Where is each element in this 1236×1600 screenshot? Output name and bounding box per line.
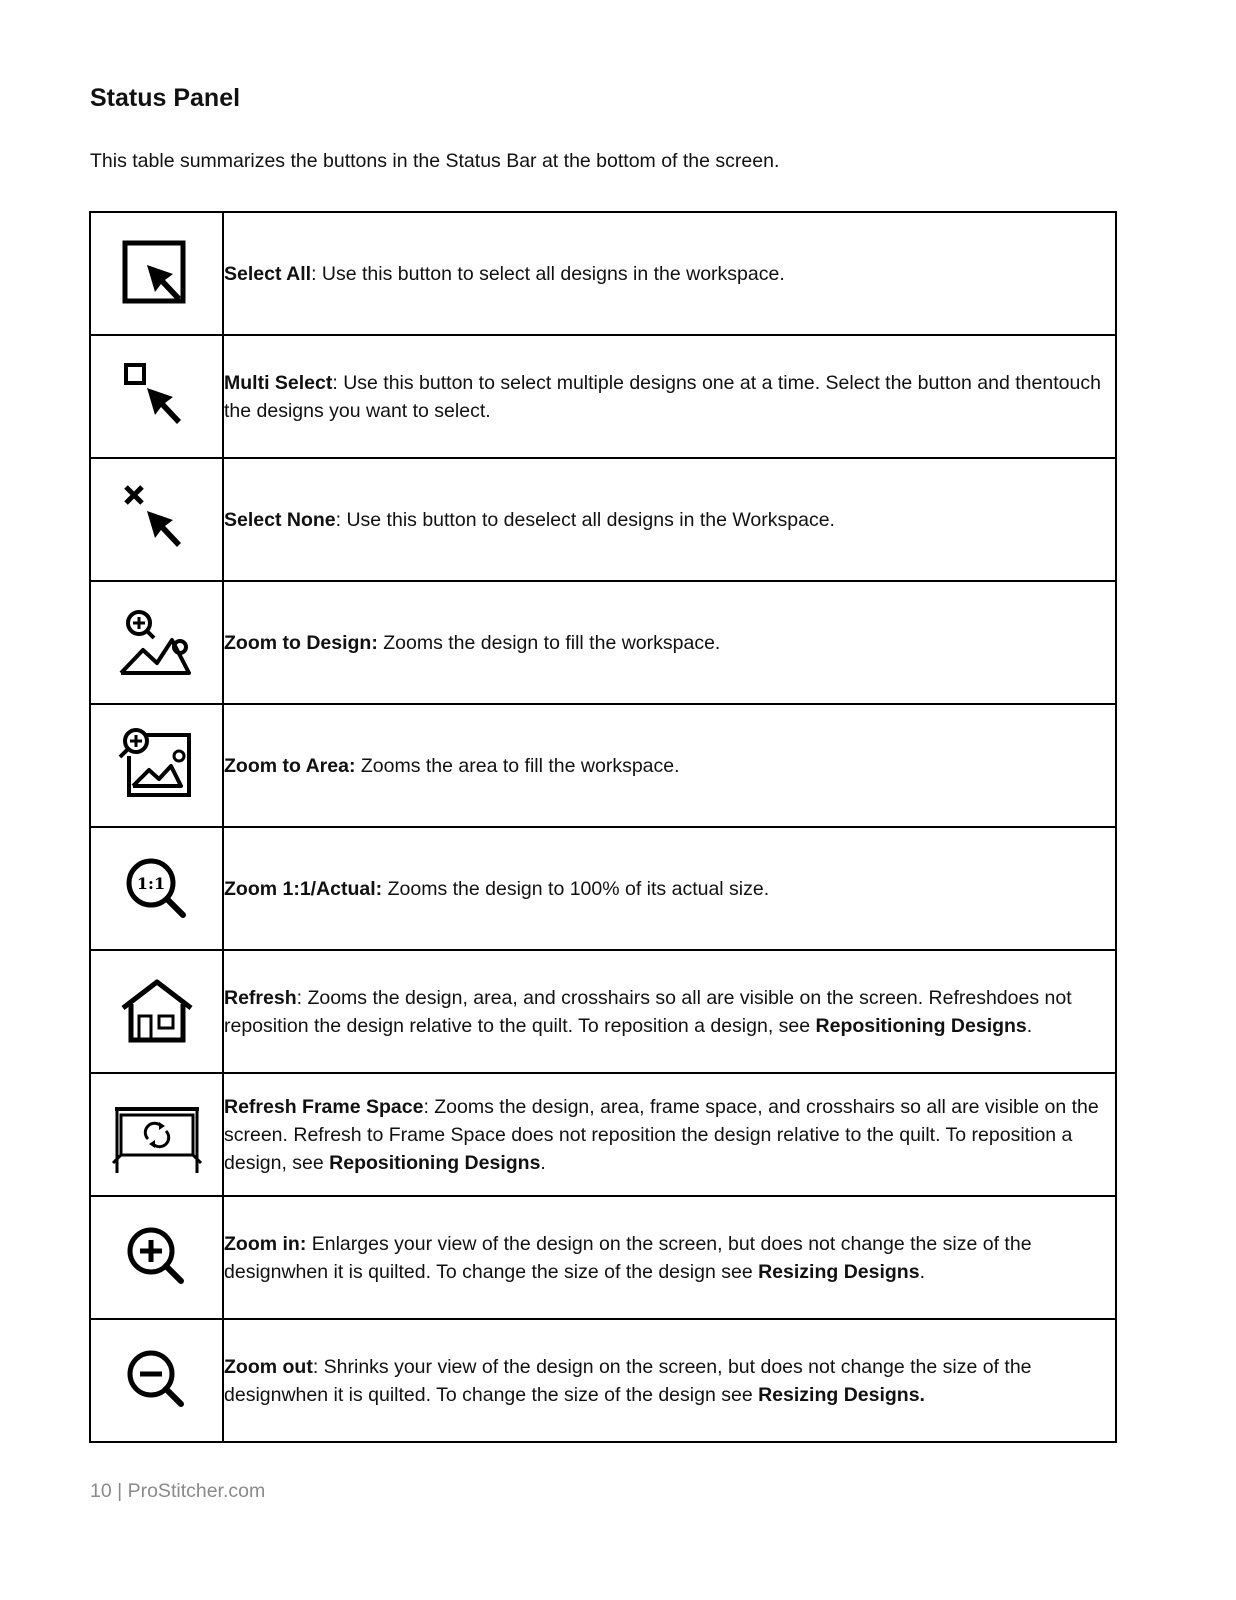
select-none-icon (117, 480, 197, 560)
description-text (224, 1356, 1032, 1406)
row-description (223, 950, 1116, 1073)
multi-select-icon (117, 357, 197, 437)
description-text (224, 632, 720, 654)
description-run: . (1026, 1014, 1033, 1037)
description-text (224, 987, 1072, 1037)
description-run: . (540, 1151, 546, 1174)
description-text (224, 878, 769, 900)
table-row (90, 1319, 1116, 1442)
table-row (90, 458, 1116, 581)
row-description (223, 212, 1116, 335)
select-all-icon (117, 234, 197, 314)
description-run: Zooms the design to fill the workspace. (377, 631, 721, 654)
icon-cell (90, 212, 223, 335)
description-term: Zoom 1:1/Actual: (224, 877, 383, 900)
table-row (90, 581, 1116, 704)
row-description (223, 704, 1116, 827)
intro-text: This table summarizes the buttons in the Status Bar at the bottom of the screen. (90, 150, 780, 172)
description-term: Resizing Designs (758, 1260, 920, 1283)
description-text (224, 1096, 1099, 1174)
description-run: : Zooms the design, area, frame space, and crosshairs so all are visible on the screen. Refresh to Frame Space does not reposition the design relative to the quilt. To reposition a design, see (224, 1095, 1099, 1174)
description-term: Select All (224, 262, 312, 285)
row-description (223, 1196, 1116, 1319)
icon-cell (90, 1196, 223, 1319)
icon-cell (90, 335, 223, 458)
icon-cell (90, 827, 223, 950)
refresh-frame-space-icon (111, 1095, 203, 1175)
description-run: : Use this button to select all designs in the workspace. (311, 262, 785, 285)
description-run: : Shrinks your view of the design on the screen, but does not change the size of the designwhen it is quilted. To change the size of the design see (224, 1355, 1032, 1406)
table-row (90, 1196, 1116, 1319)
table-row (90, 335, 1116, 458)
description-term: Select None (224, 508, 336, 531)
description-term: Zoom to Area: (224, 754, 356, 777)
description-term: Resizing Designs. (758, 1383, 925, 1406)
row-description (223, 458, 1116, 581)
description-run: : Use this button to select multiple designs one at a time. Select the button and thentouch the designs you want to select. (224, 371, 1101, 422)
refresh-house-icon (117, 972, 197, 1052)
description-term: Zoom to Design: (224, 631, 378, 654)
icon-cell (90, 1319, 223, 1442)
status-panel-table (89, 211, 1117, 1443)
description-term: Refresh Frame Space (224, 1095, 424, 1118)
description-term: Repositioning Designs (815, 1014, 1027, 1037)
zoom-out-icon (117, 1341, 197, 1421)
icon-cell (90, 458, 223, 581)
row-description (223, 335, 1116, 458)
icon-cell (90, 581, 223, 704)
description-run: Enlarges your view of the design on the screen, but does not change the size of the designwhen it is quilted. To change the size of the design see (224, 1232, 1032, 1283)
icon-cell (90, 950, 223, 1073)
row-description (223, 1319, 1116, 1442)
table-row (90, 1073, 1116, 1196)
description-term: Zoom out (224, 1355, 313, 1378)
description-text (224, 1233, 1032, 1283)
zoom-to-area-icon (117, 726, 197, 806)
description-run: Zooms the design to 100% of its actual size. (382, 877, 770, 900)
row-description (223, 581, 1116, 704)
icon-cell (90, 1073, 223, 1196)
description-term: Multi Select (224, 371, 333, 394)
description-term: Zoom in: (224, 1232, 307, 1255)
table-row (90, 950, 1116, 1073)
description-text (224, 263, 785, 285)
description-run: . (919, 1260, 925, 1283)
description-run: Zooms the area to fill the workspace. (355, 754, 680, 777)
zoom-to-design-icon (117, 603, 197, 683)
description-text (224, 372, 1101, 422)
table-row (90, 827, 1116, 950)
page-footer: 10 | ProStitcher.com (90, 1480, 266, 1502)
row-description (223, 827, 1116, 950)
description-text (224, 509, 835, 531)
description-run: : Zooms the design, area, and crosshairs so all are visible on the screen. Refreshdoes not reposition the design relative to the quilt. To reposition a design, see (224, 986, 1072, 1037)
table-row (90, 212, 1116, 335)
zoom-actual-icon (117, 849, 197, 929)
description-text (224, 755, 680, 777)
description-term: Refresh (224, 986, 297, 1009)
table-row (90, 704, 1116, 827)
zoom-in-icon (117, 1218, 197, 1298)
zoom-actual-label: 1:1 (136, 873, 165, 893)
page-title: Status Panel (90, 84, 241, 112)
row-description (223, 1073, 1116, 1196)
description-term: Repositioning Designs (329, 1151, 541, 1174)
description-run: : Use this button to deselect all designs in the Workspace. (335, 508, 835, 531)
icon-cell (90, 704, 223, 827)
